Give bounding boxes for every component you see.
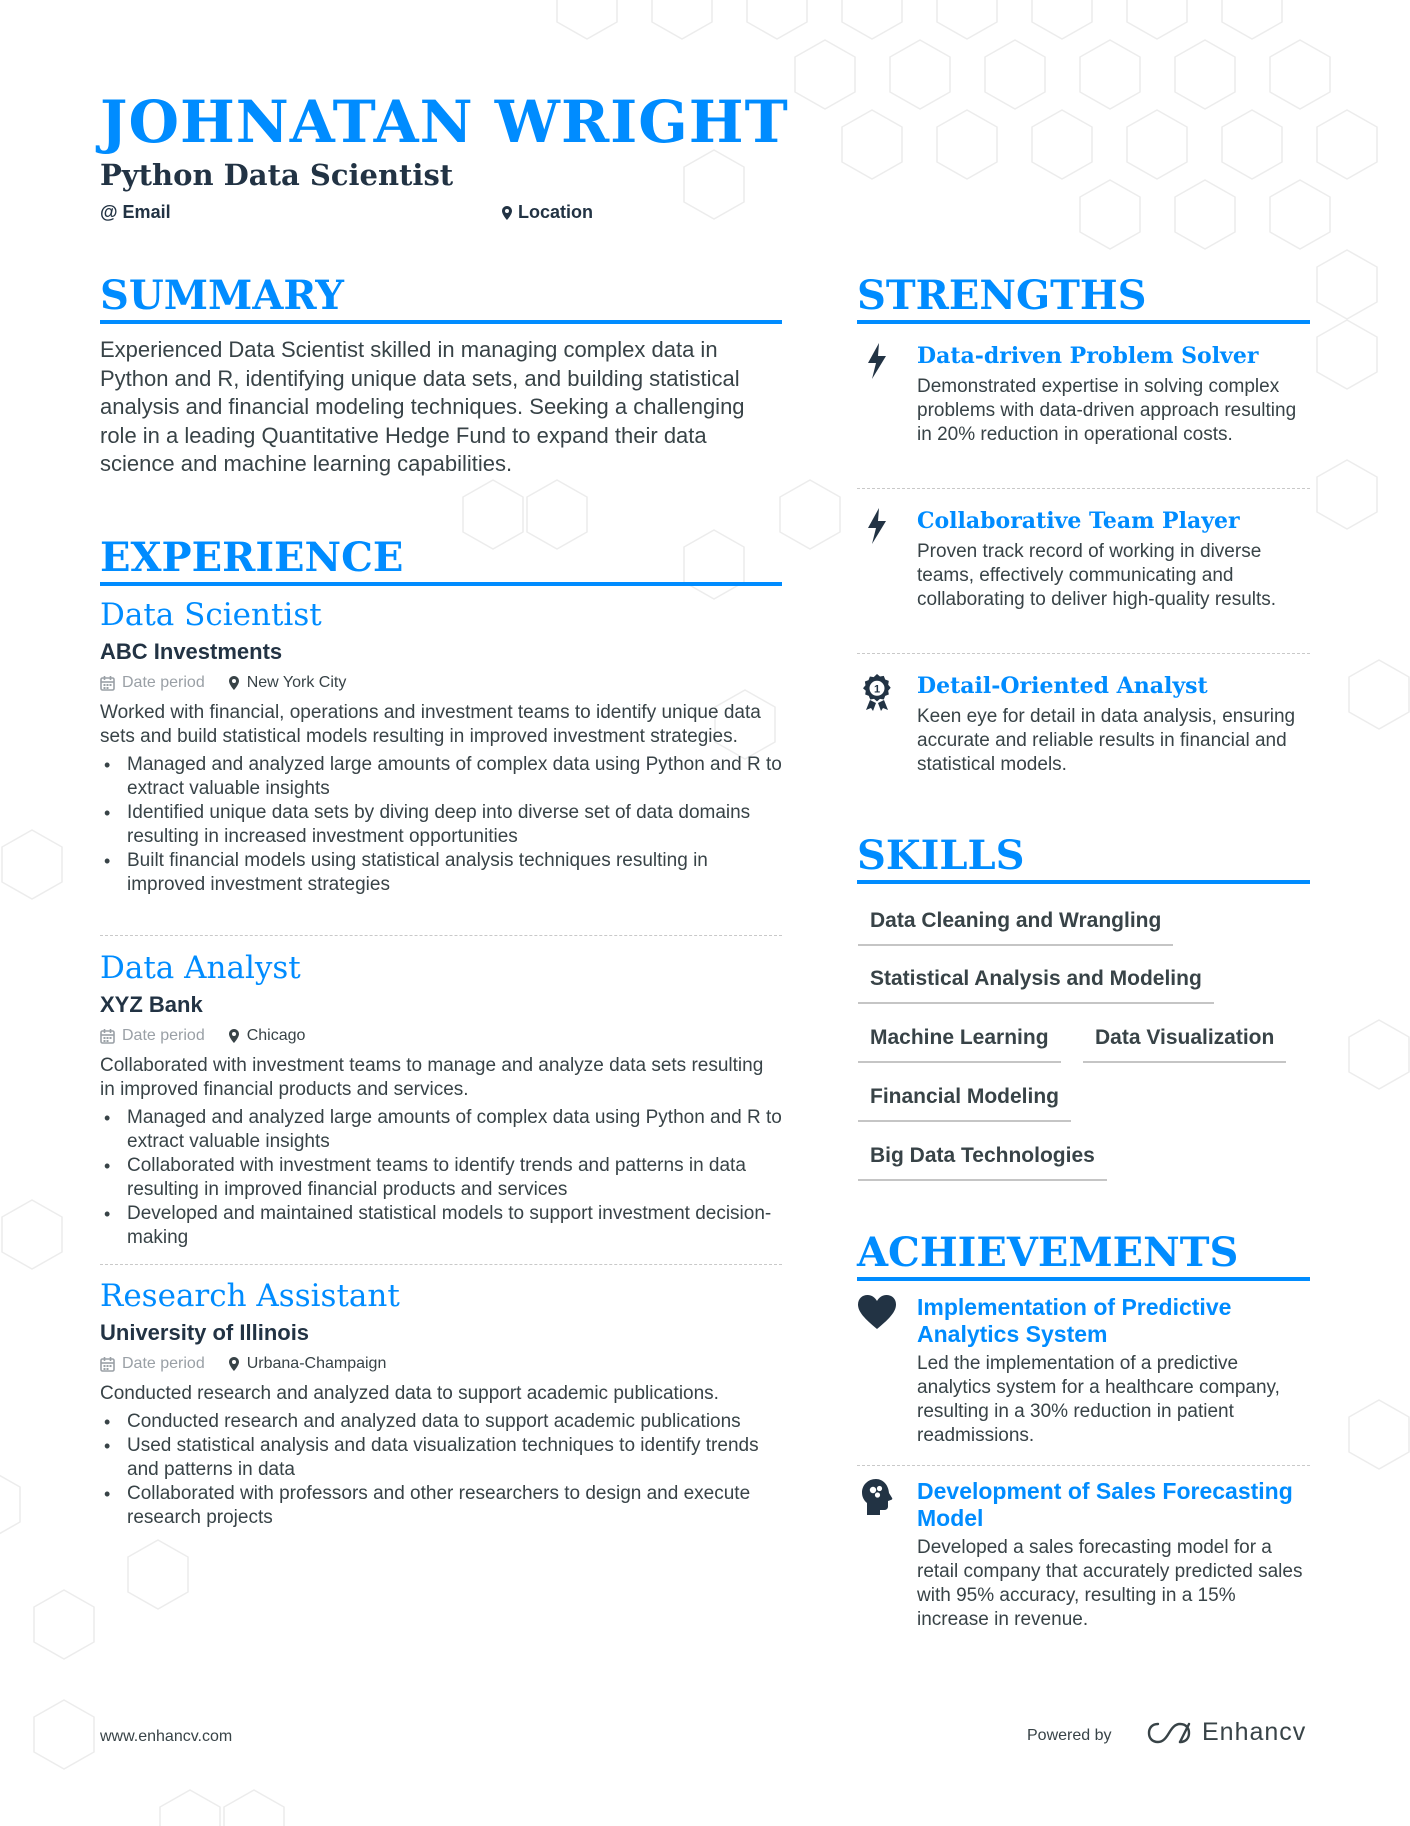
job-meta bbox=[100, 1352, 782, 1376]
experience-item bbox=[100, 1276, 782, 1530]
candidate-title: Python Data Scientist bbox=[100, 158, 454, 192]
job-bullet: • Collaborated with investment teams to identify trends and patterns in data resulting in improved financial products and services bbox=[100, 1154, 782, 1202]
achievements-heading: ACHIEVEMENTS bbox=[857, 1229, 1310, 1281]
job-company: University of Illinois bbox=[100, 1320, 310, 1345]
skill-tag: Data Visualization bbox=[1083, 1023, 1286, 1063]
award-ribbon-icon bbox=[857, 673, 897, 713]
skill-tag: Data Cleaning and Wrangling bbox=[858, 906, 1173, 946]
job-date-text: Date period bbox=[122, 1027, 205, 1044]
job-bullet: • Managed and analyzed large amounts of complex data using Python and R to extract valuable insights bbox=[100, 1106, 782, 1154]
email-contact[interactable] bbox=[100, 202, 171, 223]
strength-title: Collaborative Team Player bbox=[917, 508, 1240, 534]
job-bullet: • Identified unique data sets by diving deep into diverse set of data domains resulting in increased investment opportunities bbox=[100, 801, 782, 849]
job-bullet: • Used statistical analysis and data visualization techniques to identify trends and patterns in data bbox=[100, 1434, 782, 1482]
job-date bbox=[100, 1024, 205, 1048]
job-description: Worked with financial, operations and investment teams to identify unique data sets and build statistical models resulting in improved investment strategies. bbox=[100, 702, 761, 747]
job-role: Data Scientist bbox=[100, 597, 322, 633]
achievement-item bbox=[857, 1478, 1310, 1632]
job-location-text: Urbana-Champaign bbox=[246, 1355, 387, 1372]
enhancv-logo-icon bbox=[1146, 1721, 1192, 1745]
job-bullet: • Collaborated with professors and other researchers to design and execute research projects bbox=[100, 1482, 782, 1530]
job-location bbox=[229, 1352, 387, 1376]
achievement-item bbox=[857, 1294, 1310, 1448]
job-bullets bbox=[100, 753, 782, 897]
job-role: Data Analyst bbox=[100, 950, 301, 986]
skill-tag: Machine Learning bbox=[858, 1023, 1061, 1063]
job-location-text: New York City bbox=[246, 674, 347, 691]
job-location-text: Chicago bbox=[246, 1027, 306, 1044]
summary-text: Experienced Data Scientist skilled in managing complex data in Python and R, identifying unique data sets, and building statistical analysis and financial modeling techniques. Seeking a challenging role in a leading Quantitative Hedge Fund to expand their data science and machine learning capabilities. bbox=[100, 337, 745, 476]
experience-item bbox=[100, 948, 782, 1250]
lightning-bolt-icon bbox=[857, 343, 897, 383]
powered-by-label: Powered by bbox=[1027, 1727, 1112, 1744]
enhancv-logo[interactable] bbox=[1146, 1718, 1306, 1747]
achievement-description: Led the implementation of a predictive analytics system for a healthcare company, resulting in a 30% reduction in patient readmissions. bbox=[917, 1353, 1280, 1446]
section-divider bbox=[857, 1465, 1310, 1466]
heart-icon bbox=[857, 1294, 897, 1334]
job-date-text: Date period bbox=[122, 1355, 205, 1372]
achievement-description: Developed a sales forecasting model for a retail company that accurately predicted sales with 95% accuracy, resulting in a 15% increase in revenue. bbox=[917, 1537, 1303, 1630]
calendar-icon bbox=[100, 1356, 115, 1372]
strength-description: Keen eye for detail in data analysis, ensuring accurate and reliable results in financial and statistical models. bbox=[917, 706, 1296, 775]
location-contact bbox=[502, 202, 593, 223]
experience-heading: EXPERIENCE bbox=[100, 534, 782, 586]
achievement-title: Implementation of Predictive Analytics System bbox=[917, 1294, 1232, 1347]
strength-item bbox=[857, 671, 1310, 777]
job-company: XYZ Bank bbox=[100, 992, 203, 1017]
location-label: Location bbox=[518, 202, 593, 222]
job-bullet: • Built financial models using statistical analysis techniques resulting in improved investment strategies bbox=[100, 849, 782, 897]
location-pin-icon bbox=[229, 1029, 239, 1043]
skill-tag: Big Data Technologies bbox=[858, 1141, 1107, 1181]
strength-item bbox=[857, 341, 1310, 447]
skill-tag: Financial Modeling bbox=[858, 1082, 1071, 1122]
job-location bbox=[229, 671, 347, 695]
experience-item bbox=[100, 595, 782, 897]
job-meta bbox=[100, 1024, 782, 1048]
job-bullet: • Managed and analyzed large amounts of complex data using Python and R to extract valuable insights bbox=[100, 753, 782, 801]
section-divider bbox=[100, 1264, 782, 1265]
achievement-title: Development of Sales Forecasting Model bbox=[917, 1478, 1293, 1531]
job-company: ABC Investments bbox=[100, 639, 283, 664]
strength-description: Proven track record of working in diverse teams, effectively communicating and collaborating to deliver high-quality results. bbox=[917, 541, 1277, 610]
section-divider bbox=[857, 488, 1310, 489]
footer-website-link[interactable]: www.enhancv.com bbox=[100, 1728, 233, 1745]
job-location bbox=[229, 1024, 306, 1048]
job-date bbox=[100, 1352, 205, 1376]
strength-title: Detail-Oriented Analyst bbox=[917, 673, 1208, 699]
section-divider bbox=[857, 653, 1310, 654]
calendar-icon bbox=[100, 675, 115, 691]
job-bullet: • Developed and maintained statistical models to support investment decision-making bbox=[100, 1202, 782, 1250]
job-meta bbox=[100, 671, 782, 695]
strength-description: Demonstrated expertise in solving complex problems with data-driven approach resulting in 20% reduction in operational costs. bbox=[917, 376, 1297, 445]
job-role: Research Assistant bbox=[100, 1278, 400, 1314]
job-bullets bbox=[100, 1410, 782, 1530]
skills-heading: SKILLS bbox=[857, 832, 1310, 884]
skill-tag: Statistical Analysis and Modeling bbox=[858, 964, 1214, 1004]
job-date-text: Date period bbox=[122, 674, 205, 691]
location-pin-icon bbox=[502, 206, 512, 220]
strengths-heading: STRENGTHS bbox=[857, 272, 1310, 324]
enhancv-brand-text: Enhancv bbox=[1202, 1718, 1307, 1746]
section-divider bbox=[100, 935, 782, 936]
brain-head-icon bbox=[857, 1478, 897, 1518]
candidate-name: JOHNATAN WRIGHT bbox=[100, 88, 789, 156]
strength-item bbox=[857, 506, 1310, 612]
job-description: Conducted research and analyzed data to support academic publications. bbox=[100, 1383, 719, 1404]
job-bullets bbox=[100, 1106, 782, 1250]
calendar-icon bbox=[100, 1028, 115, 1044]
job-description: Collaborated with investment teams to manage and analyze data sets resulting in improved financial products and services. bbox=[100, 1055, 764, 1100]
svg-text:1: 1 bbox=[873, 683, 881, 696]
lightning-bolt-icon bbox=[857, 508, 897, 548]
location-pin-icon bbox=[229, 676, 239, 690]
job-date bbox=[100, 671, 205, 695]
job-bullet: • Conducted research and analyzed data to support academic publications bbox=[100, 1410, 782, 1434]
email-label: @ Email bbox=[100, 202, 171, 222]
strength-title: Data-driven Problem Solver bbox=[917, 343, 1259, 369]
summary-heading: SUMMARY bbox=[100, 272, 782, 324]
location-pin-icon bbox=[229, 1357, 239, 1371]
